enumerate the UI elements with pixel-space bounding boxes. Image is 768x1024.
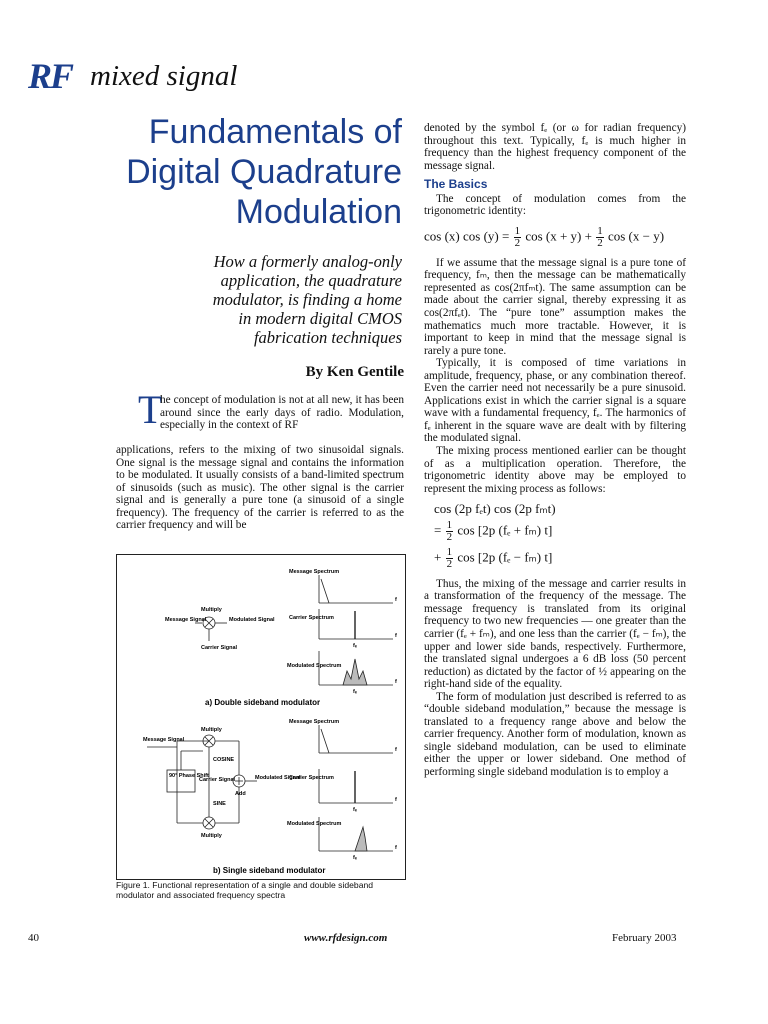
axis-fc: fₑ — [353, 643, 357, 649]
eq-sign: = — [434, 522, 442, 538]
num: 1 — [446, 518, 453, 531]
subtitle-line: fabrication techniques — [253, 328, 402, 347]
multiply-label-a: Multiply — [201, 607, 222, 613]
title-line: Digital Quadrature — [126, 153, 402, 191]
subtitle-line: How a formerly analog-only — [213, 252, 402, 271]
byline: By Ken Gentile — [305, 364, 404, 380]
modulated-spectrum-label-a: Modulated Spectrum — [287, 663, 342, 669]
cosine-label: COSINE — [213, 757, 235, 763]
title-line: Modulation — [235, 193, 402, 231]
article-title — [78, 112, 402, 232]
subtitle-line: in modern digital CMOS — [238, 309, 402, 328]
footer-date: February 2003 — [612, 932, 677, 944]
num: 1 — [597, 224, 603, 237]
equation-2 — [434, 503, 686, 570]
modulated-signal-label-b: Modulated Signal — [255, 775, 301, 781]
eq2-line1: cos (2p fₑt) cos (2p fₘt) — [434, 501, 556, 517]
carrier-spectrum-label-b: Carrier Spectrum — [289, 775, 334, 781]
den: 2 — [446, 530, 453, 543]
subtitle-line: modulator, is finding a home — [212, 290, 402, 309]
eq2-line2 — [434, 520, 686, 543]
article-subtitle — [150, 252, 402, 347]
message-signal-label-b: Message Signal — [143, 737, 185, 743]
num: 1 — [446, 545, 453, 558]
num: 1 — [514, 224, 521, 237]
equation-1 — [424, 226, 686, 249]
carrier-signal-label-b: Carrier Signal — [199, 777, 236, 783]
multiply-label-b: Multiply — [201, 727, 222, 733]
section-title: mixed signal — [90, 60, 238, 92]
message-signal-label-a: Message Signal — [165, 617, 207, 623]
figure-diagram — [117, 555, 405, 879]
paragraph: Thus, the mixing of the message and carrier results in a transformation of the frequency of the message. The message frequency is translated from its original frequency to two new frequencies — one greater than the carrier (fₑ + fₘ), and one less than the carrier (fₑ − fₘ), the upper and lower side bands, respectively. Furthermore, the translated signal undergoes a 6 dB loss (50 percent reduction) as dictated by the factor of ½ appearing on the right-hand side of the equality. — [424, 577, 686, 691]
axis-f: f — [395, 747, 397, 753]
paragraph: denoted by the symbol fₑ (or ω for radian frequency) throughout this text. Typically, fₑ is much higher in frequency than the highest frequency component of the message signal. — [424, 122, 686, 172]
eq2-term: cos [2p (fₑ − fₘ) t] — [457, 549, 553, 565]
message-spectrum-label-a: Message Spectrum — [289, 569, 340, 575]
modulated-signal-label-a: Modulated Signal — [229, 617, 275, 623]
message-spectrum-label-b: Message Spectrum — [289, 719, 340, 725]
carrier-spectrum-label-a: Carrier Spectrum — [289, 615, 334, 621]
add-label: Add — [235, 791, 246, 797]
paragraph: The form of modulation just described is referred to as “double sideband modulation,” because the message is translated to a frequency range above and below the carrier frequency. Another form of modulation, known as single sideband modulation, can be used to eliminate either the upper or lower sideband. One method of performing single sideband modulation is to employ a — [424, 690, 686, 778]
paragraph: Typically, it is composed of time variations in amplitude, frequency, phase, or any combination thereof. Even the carrier need not necessarily be a pure sinusoid. Applications exist in which the carrier signal is a square wave with a fundamental frequency, fₑ. The harmonics of fₑ inherent in the square wave are dealt with by filtering the modulated signal. — [424, 357, 686, 445]
fraction — [446, 547, 454, 570]
intro-paragraph-cont — [116, 444, 404, 532]
axis-fc: fₑ — [353, 807, 357, 813]
axis-f: f — [395, 797, 397, 803]
paragraph: The concept of modulation comes from the trigonometric identity: — [424, 192, 686, 218]
eq2-term: cos [2p (fₑ + fₘ) t] — [457, 522, 553, 538]
column-2 — [424, 122, 686, 779]
axis-fc: fₑ — [353, 689, 357, 695]
fraction — [596, 226, 604, 249]
eq1-term2: cos (x − y) — [607, 228, 665, 244]
plus-sign: + — [434, 549, 442, 565]
drop-cap: T — [138, 387, 163, 432]
axis-f: f — [395, 597, 397, 603]
intro-text: he concept of modulation is not at all new, it has been around since the early days of radio. Modulation, especially in the context of RF — [160, 394, 404, 432]
axis-fc: fₑ — [353, 855, 357, 861]
figure-caption: Figure 1. Functional representation of a single and double sideband modulator and associated frequency spectra — [116, 880, 374, 900]
multiply-label-b2: Multiply — [201, 833, 222, 839]
den: 2 — [514, 236, 521, 249]
eq2-line3 — [434, 547, 686, 570]
subtitle-line: application, the quadrature — [220, 271, 402, 290]
figure-1 — [116, 554, 406, 880]
fraction — [514, 226, 522, 249]
axis-f: f — [395, 633, 397, 639]
paragraph: If we assume that the message signal is a pure tone of frequency, fₘ, then the message can be mathematically represented as cos(2πfₘt). The same assumption can be made about the carrier signal, thereby expressing it as cos(2πfₑt). The “pure tone” assumption makes the mathematics much more tractable. However, it is important to keep in mind that the message signal is rarely a pure tone. — [424, 256, 686, 357]
den: 2 — [446, 557, 453, 570]
eq1-term1: cos (x + y) + — [525, 228, 592, 244]
den: 2 — [597, 236, 603, 249]
eq1-lhs: cos (x) cos (y) = — [424, 228, 510, 244]
fraction — [446, 520, 454, 543]
ssb-label: b) Single sideband modulator — [213, 866, 326, 875]
modulated-spectrum-label-b: Modulated Spectrum — [287, 821, 342, 827]
title-line: Fundamentals of — [148, 113, 402, 151]
phase-shift-label: 90° Phase Shift — [169, 773, 209, 779]
section-heading: The Basics — [424, 177, 488, 192]
paragraph: The mixing process mentioned earlier can be thought of as a multiplication operation. Therefore, the trigonometric identity above may be employed to represent the mixing process as follows: — [424, 445, 686, 495]
rf-logo: RF — [28, 56, 73, 96]
axis-f: f — [395, 679, 397, 685]
axis-f: f — [395, 845, 397, 851]
intro-paragraph — [138, 387, 404, 432]
dsb-label: a) Double sideband modulator — [205, 698, 321, 707]
page-number: 40 — [28, 932, 39, 944]
carrier-signal-label-a: Carrier Signal — [201, 645, 238, 651]
sine-label: SINE — [213, 801, 226, 807]
intro-text-cont: applications, refers to the mixing of two sinusoidal signals. One signal is the message signal and contains the information to be modulated. It usually consists of a band-limited spectrum of sinusoids (such as music). The other signal is the carrier signal and is generally a pure tone (a sinusoid of a single frequency). The frequency of the carrier is referred to as the carrier frequency and will be — [116, 444, 404, 532]
footer-url[interactable]: www.rfdesign.com — [304, 932, 388, 944]
